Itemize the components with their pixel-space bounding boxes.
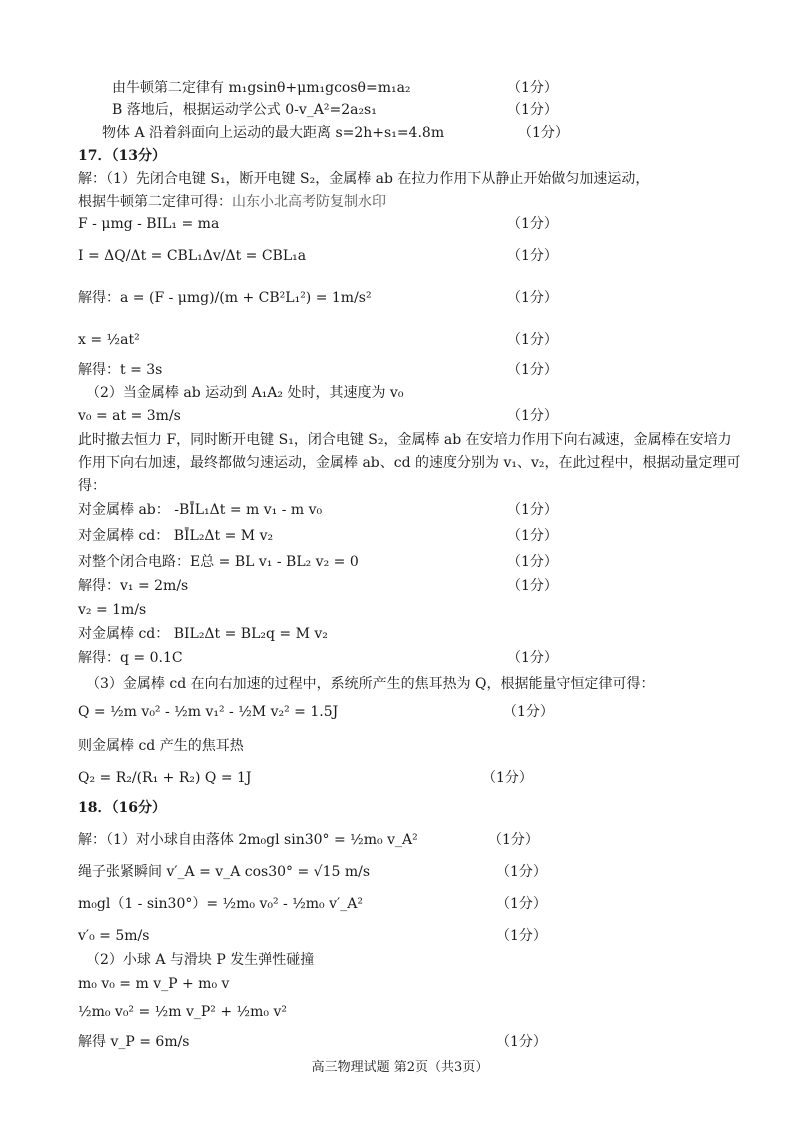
answer-line: 解得 v_P = 6m/s xyxy=(78,1034,190,1050)
question-heading-18: 18．（16分） xyxy=(78,800,166,816)
formula-line: v₀ = at = 3m/s xyxy=(78,408,181,424)
score-mark: （1分） xyxy=(507,290,558,306)
score-mark: （1分） xyxy=(503,704,554,720)
answer-line: 解得：q = 0.1C xyxy=(78,650,183,666)
answer-line: 解：（1）先闭合电键 S₁，断开电键 S₂，金属棒 ab 在拉力作用下从静止开始做匀加速运动， xyxy=(78,171,650,187)
formula-line: 解得：a = (F - μmg)/(m + CB²L₁²) = 1m/s² xyxy=(78,290,372,306)
answer-line: 得： xyxy=(78,478,106,494)
answer-line: B 落地后，根据运动学公式 0-v_A²=2a₂s₁ xyxy=(112,102,377,118)
score-mark: （1分） xyxy=(507,578,558,594)
answer-line: 根据牛顿第二定律可得：山东小北高考防复制水印 xyxy=(78,194,386,210)
answer-line: 物体 A 沿着斜面向上运动的最大距离 s=2h+s₁=4.8m xyxy=(102,125,445,141)
score-mark: （1分） xyxy=(507,650,558,666)
answer-line: （2）当金属棒 ab 运动到 A₁A₂ 处时，其速度为 v₀ xyxy=(86,385,404,401)
answer-line: 解得：t = 3s xyxy=(78,362,163,378)
score-mark: （1分） xyxy=(496,1034,547,1050)
score-mark: （1分） xyxy=(496,928,547,944)
score-mark: （1分） xyxy=(507,102,558,118)
formula-line: 对金属棒 cd： BIL₂Δt = BL₂q = M v₂ xyxy=(78,626,328,642)
score-mark: （1分） xyxy=(507,408,558,424)
formula-line: Q = ½m v₀² - ½m v₁² - ½M v₂² = 1.5J xyxy=(78,704,339,720)
score-mark: （1分） xyxy=(496,896,547,912)
formula-line: 对整个闭合电路：E总 = BL v₁ - BL₂ v₂ = 0 xyxy=(78,554,359,570)
formula-line: v₂ = 1m/s xyxy=(78,602,147,618)
score-mark: （1分） xyxy=(507,248,558,264)
page-footer: 高三物理试题 第2页（共3页） xyxy=(311,1060,489,1075)
formula-line: m₀gl（1 - sin30°）= ½m₀ v₀² - ½m₀ v′_A² xyxy=(78,896,363,912)
score-mark: （1分） xyxy=(518,125,569,141)
question-heading-17: 17．（13分） xyxy=(78,148,166,164)
score-mark: （1分） xyxy=(482,770,533,786)
answer-line: 作用下向右加速，最终都做匀速运动，金属棒 ab、cd 的速度分别为 v₁、v₂，在此过程中，根据动量定理可 xyxy=(78,455,741,471)
formula-line: x = ½at² xyxy=(78,332,140,348)
score-mark: （1分） xyxy=(507,216,558,232)
formula-line: m₀ v₀ = m v_P + m₀ v xyxy=(78,976,230,992)
formula-line: v′₀ = 5m/s xyxy=(78,928,150,944)
score-mark: （1分） xyxy=(496,864,547,880)
score-mark: （1分） xyxy=(507,80,558,96)
watermark-text: 山东小北高考防复制水印 xyxy=(232,194,386,210)
answer-line: （3）金属棒 cd 在向右加速的过程中，系统所产生的焦耳热为 Q，根据能量守恒定律可得： xyxy=(86,676,655,692)
answer-line: 此时撤去恒力 F，同时断开电键 S₁，闭合电键 S₂，金属棒 ab 在安培力作用下向右减速，金属棒在安培力 xyxy=(78,432,732,448)
score-mark: （1分） xyxy=(488,832,539,848)
answer-line: 解得：v₁ = 2m/s xyxy=(78,578,189,594)
formula-line: F - μmg - BIL₁ = ma xyxy=(78,216,220,232)
answer-line: 则金属棒 cd 产生的焦耳热 xyxy=(78,738,244,754)
formula-line: 对金属棒 ab： -BĪL₁Δt = m v₁ - m v₀ xyxy=(78,502,323,518)
score-mark: （1分） xyxy=(507,554,558,570)
score-mark: （1分） xyxy=(507,332,558,348)
answer-line: （2）小球 A 与滑块 P 发生弹性碰撞 xyxy=(86,952,315,968)
formula-line: 解：（1）对小球自由落体 2m₀gl sin30° = ½m₀ v_A² xyxy=(78,832,418,848)
formula-line: ½m₀ v₀² = ½m v_P² + ½m₀ v² xyxy=(78,1004,287,1020)
formula-line: I = ΔQ/Δt = CBL₁Δv/Δt = CBL₁a xyxy=(78,248,307,264)
score-mark: （1分） xyxy=(507,528,558,544)
formula-line: 对金属棒 cd： BĪL₂Δt = M v₂ xyxy=(78,528,274,544)
formula-line: Q₂ = R₂/(R₁ + R₂) Q = 1J xyxy=(78,770,252,786)
formula-line: 绳子张紧瞬间 v′_A = v_A cos30° = √15 m/s xyxy=(78,864,371,880)
answer-line: 由牛顿第二定律有 m₁gsinθ+μm₁gcosθ=m₁a₂ xyxy=(112,80,411,96)
score-mark: （1分） xyxy=(507,502,558,518)
score-mark: （1分） xyxy=(507,362,558,378)
